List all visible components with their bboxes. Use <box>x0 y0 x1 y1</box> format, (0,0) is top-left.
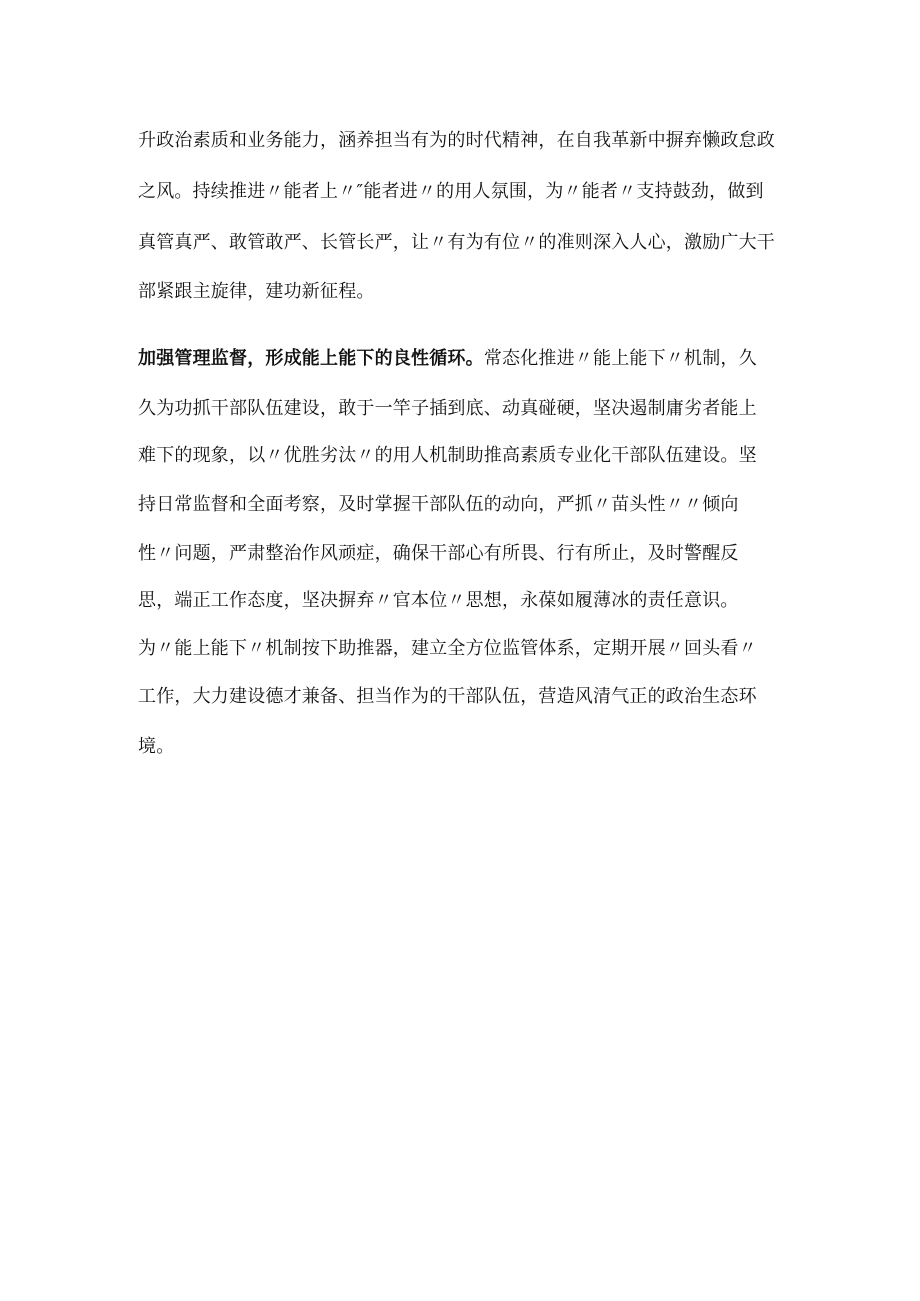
text-line: 为〃能上能下〃机制按下助推器，建立全方位监管体系，定期开展〃回头看〃 <box>138 638 757 659</box>
text-line: 升政治素质和业务能力，涵养担当有为的时代精神，在自我革新中摒弃懒政怠政 <box>138 130 775 151</box>
text-line: 部紧跟主旋律，建功新征程。 <box>138 281 375 302</box>
text-line: 工作，大力建设德才兼备、担当作为的干部队伍，营造风清气正的政治生态环 <box>138 686 757 707</box>
text-line: 真管真严、敢管敢严、长管长严，让〃有为有位〃的准则深入人心，激励广大干 <box>138 232 775 253</box>
heading-line-continuation: 常态化推进〃能上能下〃机制，久 <box>483 348 757 369</box>
text-line: 久为功抓干部队伍建设，敢于一竿子插到底、动真碰硬，坚决遏制庸劣者能上 <box>138 398 757 419</box>
text-line: 思，端正工作态度，坚决摒弃〃官本位〃思想，永葆如履薄冰的责任意识。 <box>138 590 739 611</box>
text-line: 持日常监督和全面考察，及时掌握干部队伍的动向，严抓〃苗头性〃〃倾向 <box>138 494 739 515</box>
text-line: 难下的现象，以〃优胜劣汰〃的用人机制助推高素质专业化干部队伍建设。坚 <box>138 445 757 466</box>
text-line <box>138 347 757 371</box>
text-line: 境。 <box>138 736 175 757</box>
text-line: 之风。持续推进〃能者上〃″能者进〃的用人氛围，为〃能者〃支持鼓劲，做到 <box>138 181 764 202</box>
text-line: 性〃问题，严肃整治作风顽症，确保干部心有所畏、行有所止，及时警醒反 <box>138 543 739 564</box>
paragraph-heading: 加强管理监督，形成能上能下的良性循环。 <box>138 348 484 369</box>
